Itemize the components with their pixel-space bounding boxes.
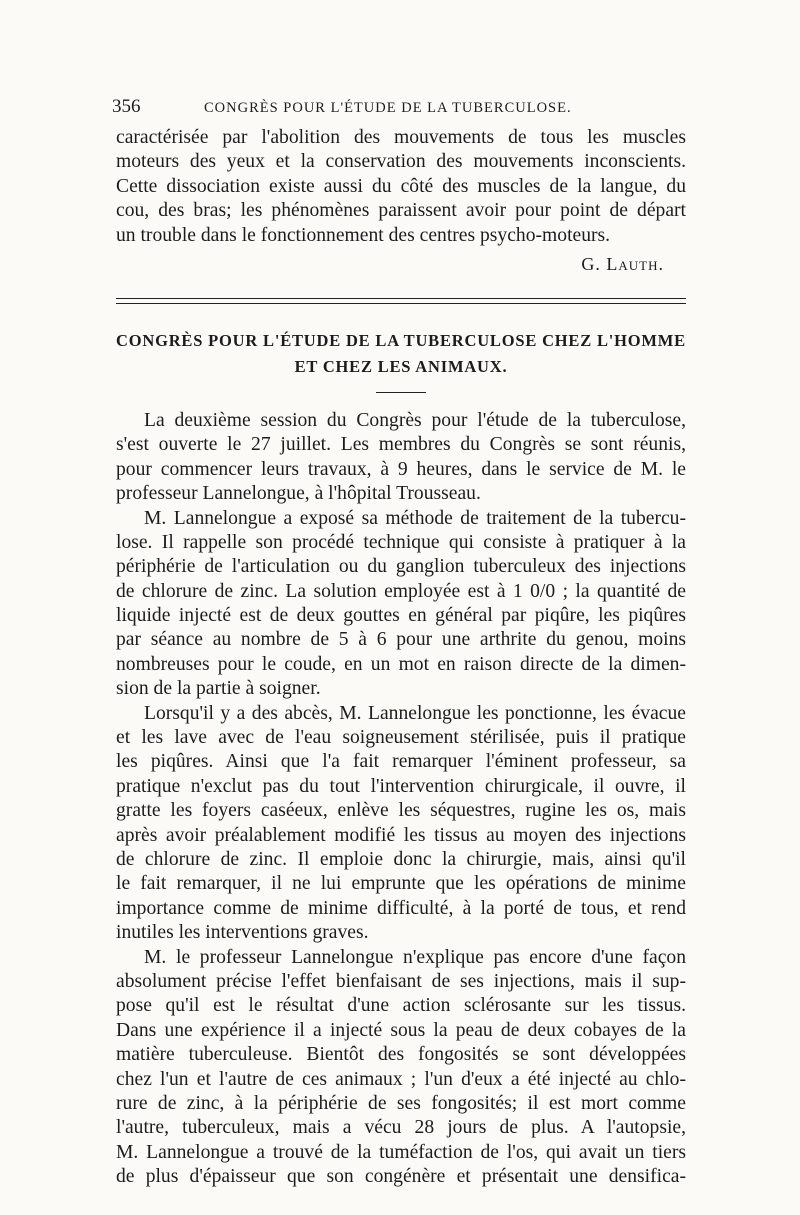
paragraph: [116, 702, 686, 946]
running-title: CONGRÈS POUR L'ÉTUDE DE LA TUBERCULOSE.: [204, 100, 572, 116]
text-line: les piqûres. Ainsi que l'a fait remarquer l'éminent professeur, sa: [116, 751, 686, 773]
text-line: nombreuses pour le coude, en un mot en raison directe de la dimen-: [116, 653, 686, 675]
section-title-line-2: ET CHEZ LES ANIMAUX.: [294, 356, 508, 376]
running-head: [112, 96, 686, 126]
text-line: lose. Il rappelle son procédé technique qui consiste à pratiquer à la: [116, 531, 686, 553]
page-number: 356: [112, 96, 141, 117]
text-line: caractérisée par l'abolition des mouvements de tous les muscles: [116, 127, 686, 148]
book-page: [112, 96, 686, 1189]
text-line: inutiles les interventions graves.: [116, 922, 369, 944]
text-line: professeur Lannelongue, à l'hôpital Trousseau.: [116, 483, 481, 505]
text-line: pose qu'il est le résultat d'une action sclérosante sur les tissus.: [116, 995, 686, 1017]
text-line: et les lave avec de l'eau soigneusement stérilisée, puis il pratique: [116, 727, 686, 749]
paragraph: [116, 409, 686, 507]
text-line: de chlorure de zinc. La solution employée est à 1 0/0 ; la quantité de: [116, 580, 686, 602]
article-body: [116, 409, 686, 1190]
text-line: cou, des bras; les phénomènes paraissent avoir pour point de départ: [116, 200, 686, 222]
text-line: de chlorure de zinc. Il emploie donc la chirurgie, mais, ainsi qu'il: [116, 848, 686, 870]
text-line: l'autre, tuberculeux, mais a vécu 28 jours de plus. A l'autopsie,: [116, 1117, 686, 1139]
text-line: matière tuberculeuse. Bientôt des fongosités se sont développées: [116, 1044, 686, 1066]
text-line: La deuxième session du Congrès pour l'étude de la tuberculose,: [144, 409, 686, 431]
text-line: absolument précise l'effet bienfaisant de ses injections, mais il sup-: [116, 970, 686, 992]
text-line: importance comme de minime difficulté, à la porté de tous, et rend: [116, 897, 686, 919]
text-line: gratte les foyers caséeux, enlève les séquestres, rugine les os, mais: [116, 800, 686, 822]
text-line: sion de la partie à soigner.: [116, 678, 321, 700]
text-line: moteurs des yeux et la conservation des mouvements inconscients.: [116, 151, 686, 173]
text-line: rure de zinc, à la périphérie de ses fongosités; il est mort comme: [116, 1092, 686, 1114]
title-underline: [376, 392, 426, 393]
text-line: chez l'un et l'autre de ces animaux ; l'un d'eux a été injecté au chlo-: [116, 1068, 686, 1090]
text-line: pour commencer leurs travaux, à 9 heures, dans le service de M. le: [116, 458, 686, 480]
text-line: liquide injecté est de deux gouttes en général par piqûre, les piqûres: [116, 605, 686, 627]
previous-article-ending: [116, 126, 686, 276]
text-line: Lorsqu'il y a des abcès, M. Lannelongue les ponctionne, les évacue: [144, 702, 686, 724]
text-line: par séance au nombre de 5 à 6 pour une arthrite du genou, moins: [116, 629, 686, 651]
text-line: périphérie de l'articulation ou du ganglion tuberculeux des injections: [116, 556, 686, 578]
text-line: s'est ouverte le 27 juillet. Les membres du Congrès se sont réunis,: [116, 434, 686, 456]
section-title-line-1: CONGRÈS POUR L'ÉTUDE DE LA TUBERCULOSE CHEZ L'HOMME: [116, 330, 686, 350]
author-signature: G. Lauth.: [581, 253, 664, 274]
text-line: M. le professeur Lannelongue n'explique pas encore d'une façon: [144, 946, 686, 968]
paragraph: [116, 946, 686, 1190]
text-line: Dans une expérience il a injecté sous la peau de deux cobayes de la: [116, 1019, 686, 1041]
section-title: [116, 328, 686, 380]
paragraph: [116, 507, 686, 702]
text-line: Cette dissociation existe aussi du côté des muscles de la langue, du: [116, 175, 686, 197]
section-divider: [116, 298, 686, 304]
text-line: après avoir préalablement modifié les tissus au moyen des injections: [116, 824, 686, 846]
text-line: un trouble dans le fonctionnement des centres psycho-moteurs.: [116, 224, 611, 246]
text-line: M. Lannelongue a exposé sa méthode de traitement de la tubercu-: [144, 507, 686, 529]
text-line: M. Lannelongue a trouvé de la tuméfaction de l'os, qui avait un tiers: [116, 1141, 686, 1163]
text-line: de plus d'épaisseur que son congénère et présentait une densifica-: [116, 1166, 686, 1188]
text-line: le fait remarquer, il ne lui emprunte que les opérations de minime: [116, 873, 686, 895]
text-line: pratique n'exclut pas du tout l'intervention chirurgicale, il ouvre, il: [116, 775, 686, 797]
